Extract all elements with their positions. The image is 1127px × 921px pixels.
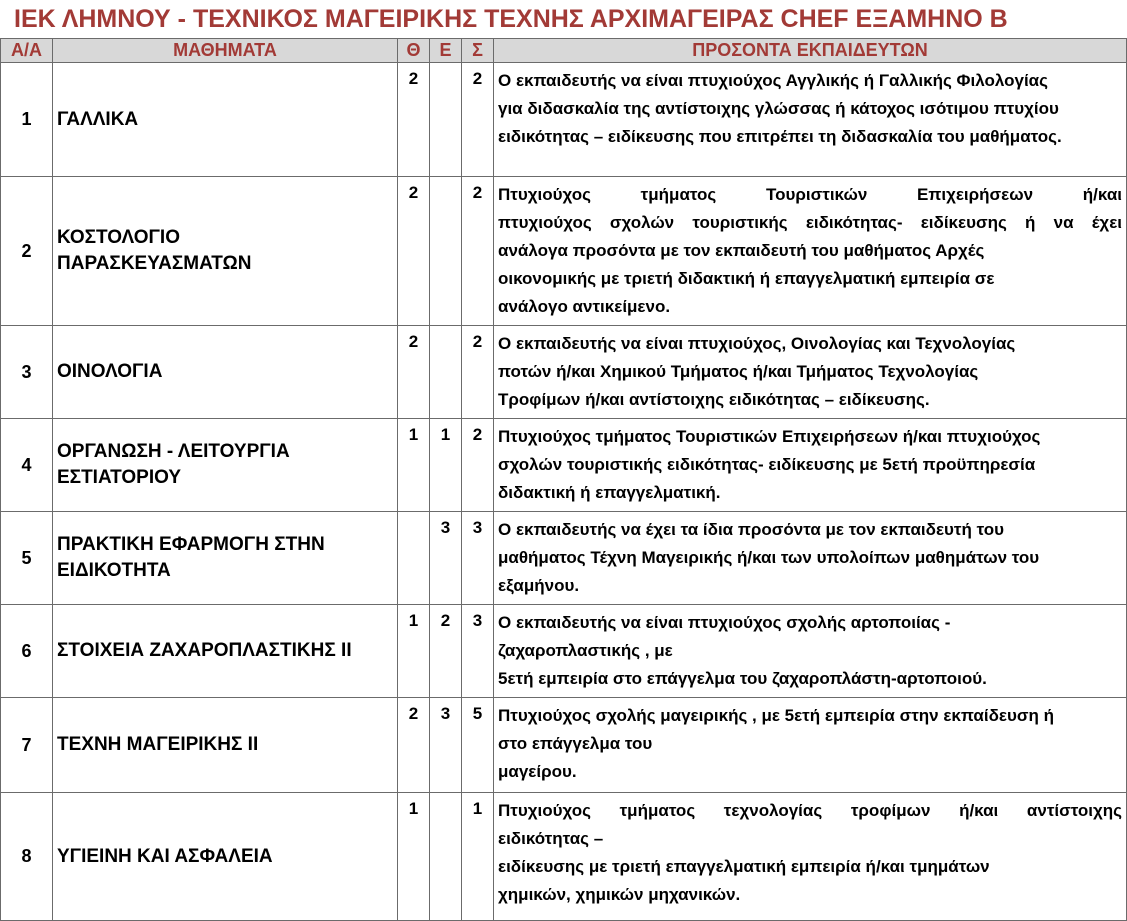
theory-hours: 2: [398, 698, 430, 793]
qualification-line: Πτυχιούχος τμήματος τεχνολογίας τροφίμων ή/και αντίστοιχης: [498, 801, 1122, 820]
header-total: Σ: [462, 39, 494, 63]
qualification-line: διδακτική ή επαγγελματική.: [498, 483, 721, 502]
row-number: 6: [1, 605, 53, 698]
subject-line: ΥΓΙΕΙΝΗ ΚΑΙ ΑΣΦΑΛΕΙΑ: [57, 845, 273, 867]
lab-hours: 3: [430, 512, 462, 605]
qualifications-cell: [494, 698, 1127, 793]
theory-hours: 2: [398, 177, 430, 326]
total-hours: 2: [462, 177, 494, 326]
qualification-line: Ο εκπαιδευτής να είναι πτυχιούχος σχολής αρτοποιίας -: [498, 613, 951, 632]
qualifications-cell: [494, 793, 1127, 921]
qualification-line: ειδίκευσης με τριετή επαγγελματική εμπειρία ή/και τμημάτων: [498, 857, 990, 876]
qualification-line: πτυχιούχος σχολών τουριστικής ειδικότητας- ειδίκευσης ή να έχει: [498, 213, 1122, 232]
subject-cell: [53, 326, 398, 419]
qualifications-cell: [494, 326, 1127, 419]
qualification-line: Ο εκπαιδευτής να είναι πτυχιούχος Αγγλικής ή Γαλλικής Φιλολογίας: [498, 71, 1048, 90]
qualification-line: ανάλογο αντικείμενο.: [498, 297, 671, 316]
table-row: [1, 605, 1127, 698]
qualification-line: Πτυχιούχος τμήματος Τουριστικών Επιχειρήσεων ή/και πτυχιούχος: [498, 427, 1041, 446]
row-number: 3: [1, 326, 53, 419]
total-hours: 5: [462, 698, 494, 793]
subject-cell: [53, 419, 398, 512]
subject-line: ΠΡΑΚΤΙΚΗ ΕΦΑΡΜΟΓΗ ΣΤΗΝ: [57, 534, 325, 555]
subject-line: ΕΙΔΙΚΟΤΗΤΑ: [57, 560, 171, 581]
total-hours: 2: [462, 419, 494, 512]
total-hours: 3: [462, 605, 494, 698]
table-row: [1, 419, 1127, 512]
qualification-line: οικονομικής με τριετή διδακτική ή επαγγελματική εμπειρία σε: [498, 269, 995, 288]
qualification-line: μαθήματος Τέχνη Μαγειρικής ή/και των υπολοίπων μαθημάτων του: [498, 548, 1040, 567]
qualification-line: Τροφίμων ή/και αντίστοιχης ειδικότητας – ειδίκευσης.: [498, 390, 930, 409]
subject-cell: [53, 793, 398, 921]
table-row: [1, 63, 1127, 177]
theory-hours: 2: [398, 326, 430, 419]
qualification-line: στο επάγγελμα του: [498, 734, 653, 753]
subject-cell: [53, 63, 398, 177]
total-hours: 1: [462, 793, 494, 921]
qualification-line: Ο εκπαιδευτής να είναι πτυχιούχος, Οινολογίας και Τεχνολογίας: [498, 334, 1016, 353]
subject-cell: [53, 512, 398, 605]
lab-hours: [430, 63, 462, 177]
lab-hours: [430, 326, 462, 419]
theory-hours: 1: [398, 793, 430, 921]
header-theory: Θ: [398, 39, 430, 63]
lab-hours: 3: [430, 698, 462, 793]
row-number: 8: [1, 793, 53, 921]
table-row: [1, 698, 1127, 793]
qualification-line: Ο εκπαιδευτής να έχει τα ίδια προσόντα με τον εκπαιδευτή του: [498, 520, 1004, 539]
table-body: [1, 63, 1127, 921]
header-subject: ΜΑΘΗΜΑΤΑ: [53, 39, 398, 63]
row-number: 5: [1, 512, 53, 605]
subject-line: ΓΑΛΛΙΚΑ: [57, 108, 139, 130]
qualification-line: για διδασκαλία της αντίστοιχης γλώσσας ή κάτοχος ισότιμου πτυχίου: [498, 99, 1059, 118]
table-row: [1, 793, 1127, 921]
subject-line: ΕΣΤΙΑΤΟΡΙΟΥ: [57, 467, 182, 488]
qualification-line: σχολών τουριστικής ειδικότητας- ειδίκευσης με 5ετή προϋπηρεσία: [498, 455, 1036, 474]
table-row: [1, 326, 1127, 419]
subject-line: ΟΙΝΟΛΟΓΙΑ: [57, 361, 163, 382]
subject-cell: [53, 698, 398, 793]
qualification-line: ειδικότητας –: [498, 829, 604, 848]
lab-hours: [430, 177, 462, 326]
row-number: 1: [1, 63, 53, 177]
header-row: [1, 39, 1127, 63]
qualification-line: εξαμήνου.: [498, 576, 580, 595]
subject-cell: [53, 177, 398, 326]
subject-line: ΤΕΧΝΗ ΜΑΓΕΙΡΙΚΗΣ ΙΙ: [57, 734, 259, 755]
header-aa: Α/Α: [1, 39, 53, 63]
total-hours: 2: [462, 63, 494, 177]
qualification-line: Πτυχιούχος σχολής μαγειρικής , με 5ετή εμπειρία στην εκπαίδευση ή: [498, 706, 1055, 725]
subject-line: ΟΡΓΑΝΩΣΗ - ΛΕΙΤΟΥΡΓΙΑ: [57, 441, 290, 462]
lab-hours: [430, 793, 462, 921]
total-hours: 3: [462, 512, 494, 605]
qualification-line: Πτυχιούχος τμήματος Τουριστικών Επιχειρήσεων ή/και: [498, 185, 1122, 204]
qualifications-cell: [494, 419, 1127, 512]
row-number: 7: [1, 698, 53, 793]
header-lab: Ε: [430, 39, 462, 63]
theory-hours: 1: [398, 419, 430, 512]
qualifications-cell: [494, 63, 1127, 177]
theory-hours: 1: [398, 605, 430, 698]
qualification-line: ανάλογα προσόντα με τον εκπαιδευτή του μαθήματος Αρχές: [498, 241, 985, 260]
qualifications-cell: [494, 177, 1127, 326]
lab-hours: 1: [430, 419, 462, 512]
curriculum-table: [0, 38, 1127, 921]
lab-hours: 2: [430, 605, 462, 698]
qualifications-cell: [494, 605, 1127, 698]
row-number: 2: [1, 177, 53, 326]
table-row: [1, 177, 1127, 326]
page-title: ΙΕΚ ΛΗΜΝΟΥ - ΤΕΧΝΙΚΟΣ ΜΑΓΕΙΡΙΚΗΣ ΤΕΧΝΗΣ ΑΡΧΙΜΑΓΕΙΡΑΣ CHEF ΕΞΑΜΗΝΟ Β: [0, 0, 1127, 38]
table-row: [1, 512, 1127, 605]
qualification-line: ποτών ή/και Χημικού Τμήματος ή/και Τμήματος Τεχνολογίας: [498, 362, 979, 381]
row-number: 4: [1, 419, 53, 512]
qualification-line: 5ετή εμπειρία στο επάγγελμα του ζαχαροπλάστη-αρτοποιού.: [498, 669, 987, 688]
header-qualifications: ΠΡΟΣΟΝΤΑ ΕΚΠΑΙΔΕΥΤΩΝ: [494, 39, 1127, 63]
qualifications-cell: [494, 512, 1127, 605]
subject-cell: [53, 605, 398, 698]
subject-line: ΠΑΡΑΣΚΕΥΑΣΜΑΤΩΝ: [57, 253, 252, 274]
qualification-line: μαγείρου.: [498, 762, 577, 781]
qualification-line: ζαχαροπλαστικής , με: [498, 641, 673, 660]
theory-hours: [398, 512, 430, 605]
qualification-line: ειδικότητας – ειδίκευσης που επιτρέπει τη διδασκαλία του μαθήματος.: [498, 127, 1062, 146]
subject-line: ΚΟΣΤΟΛΟΓΙΟ: [57, 227, 180, 248]
total-hours: 2: [462, 326, 494, 419]
subject-line: ΣΤΟΙΧΕΙΑ ΖΑΧΑΡΟΠΛΑΣΤΙΚΗΣ ΙΙ: [57, 640, 352, 661]
theory-hours: 2: [398, 63, 430, 177]
qualification-line: χημικών, χημικών μηχανικών.: [498, 885, 741, 904]
